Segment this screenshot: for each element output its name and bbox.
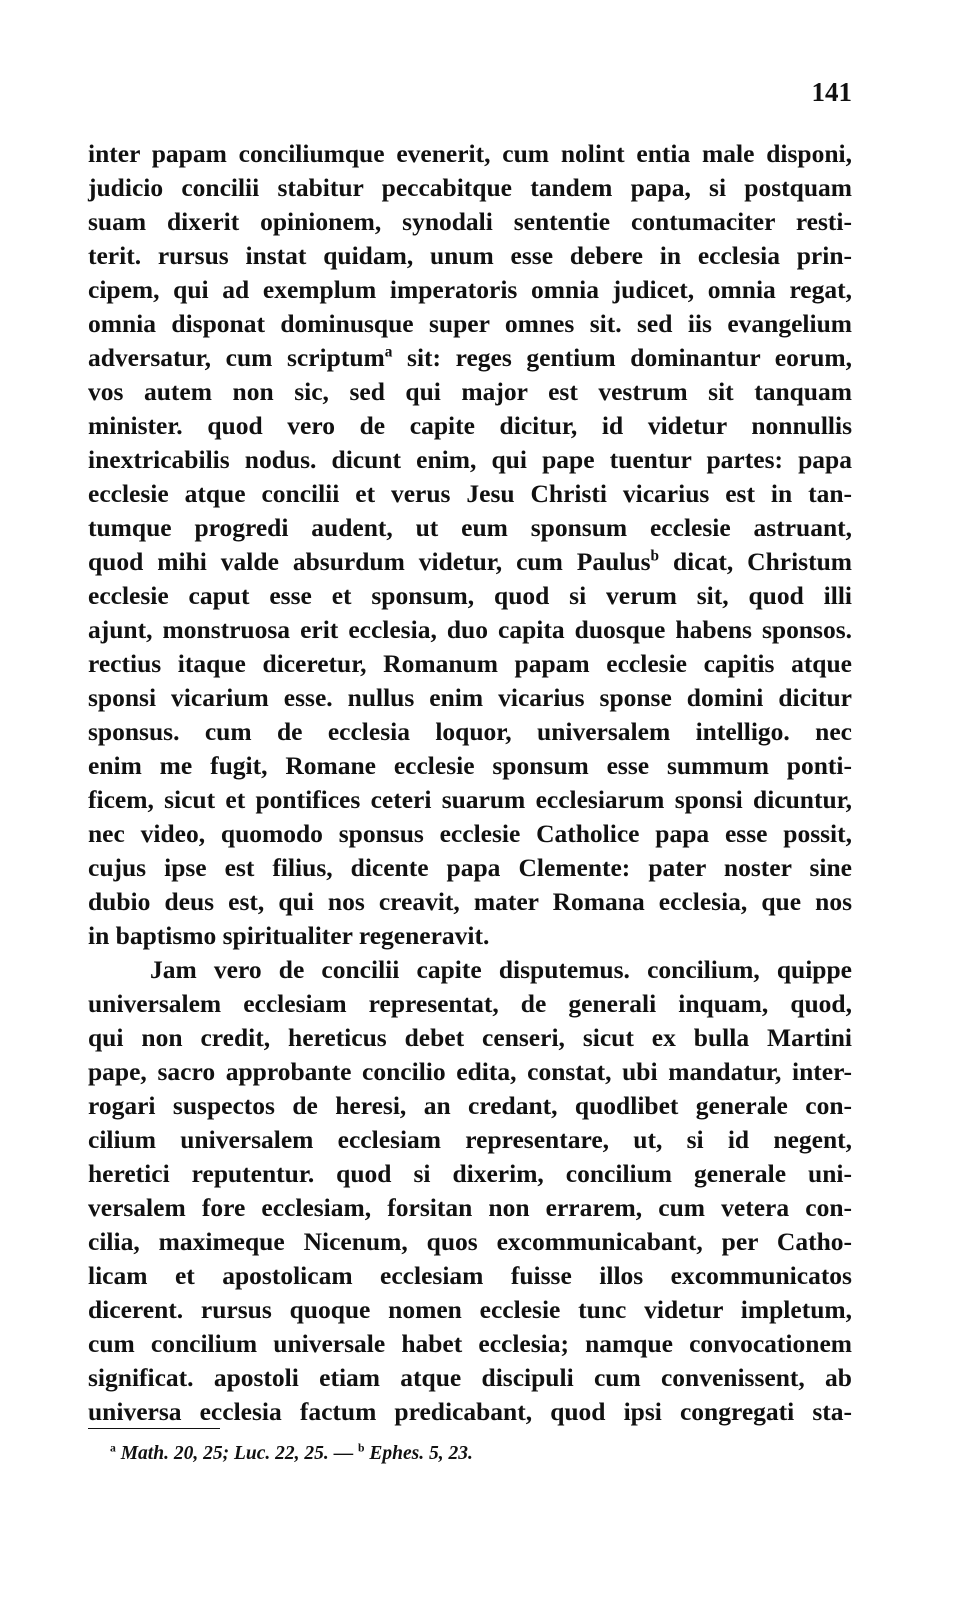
text-line: rogari suspectos de heresi, an credant, quodlibet generale con- — [88, 1091, 852, 1120]
text-line — [88, 341, 852, 375]
text-line: in baptismo spiritualiter regeneravit. — [88, 921, 490, 950]
text-line: sponsi vicarium esse. nullus enim vicarius sponse domini dicitur — [88, 683, 852, 712]
footnote-divider — [88, 1428, 220, 1429]
text-line: inextricabilis nodus. dicunt enim, qui pape tuentur partes: papa — [88, 445, 852, 474]
footnote-reference-a: Math. 20, 25; Luc. 22, 25. — [120, 1443, 329, 1464]
text-line: significat. apostoli etiam atque discipuli cum convenissent, ab — [88, 1363, 852, 1392]
text-line: judicio concilii stabitur peccabitque tandem papa, si postquam — [88, 173, 852, 202]
text-line: dicerent. rursus quoque nomen ecclesie tunc videtur impletum, — [88, 1295, 852, 1324]
text-line: vos autem non sic, sed qui major est vestrum sit tanquam — [88, 377, 852, 406]
text-line: qui non credit, hereticus debet censeri, sicut ex bulla Martini — [88, 1023, 852, 1052]
footnote-label-a: a — [110, 1441, 116, 1455]
text-line: minister. quod vero de capite dicitur, id videtur nonnullis — [88, 411, 852, 440]
footnote-marker-b: b — [650, 547, 660, 565]
text-line: suam dixerit opinionem, synodali sententie contumaciter resti- — [88, 207, 852, 236]
text-line: pape, sacro approbante concilio edita, constat, ubi mandatur, inter- — [88, 1057, 852, 1086]
text-line: ajunt, monstruosa erit ecclesia, duo capita duosque habens sponsos. — [88, 615, 852, 644]
page-number: 141 — [811, 77, 852, 107]
text-line: sponsus. cum de ecclesia loquor, universalem intelligo. nec — [88, 717, 852, 746]
footnotes — [110, 1439, 473, 1469]
text-line: licam et apostolicam ecclesiam fuisse illos excommunicatos — [88, 1261, 852, 1290]
text-line: ficem, sicut et pontifices ceteri suarum ecclesiarum sponsi dicuntur, — [88, 785, 852, 814]
text-line: enim me fugit, Romane ecclesie sponsum esse summum ponti- — [88, 751, 852, 780]
text-line: cipem, qui ad exemplum imperatoris omnia judicet, omnia regat, — [88, 275, 852, 304]
body-text — [88, 137, 852, 1429]
text-line: Jam vero de concilii capite disputemus. concilium, quippe — [150, 955, 852, 984]
text-line: versalem fore ecclesiam, forsitan non errarem, cum vetera con- — [88, 1193, 852, 1222]
text-segment: adversatur, cum scriptum — [88, 343, 385, 372]
text-line: terit. rursus instat quidam, unum esse debere in ecclesia prin- — [88, 241, 852, 270]
text-segment: dicat, Christum — [659, 547, 852, 576]
text-line: cum concilium universale habet ecclesia; namque convocationem — [88, 1329, 852, 1358]
footnote-separator: — — [328, 1443, 358, 1464]
text-line: cujus ipse est filius, dicente papa Clemente: pater noster sine — [88, 853, 852, 882]
text-line: ecclesie atque concilii et verus Jesu Christi vicarius est in tan- — [88, 479, 852, 508]
text-line: ecclesie caput esse et sponsum, quod si verum sit, quod illi — [88, 581, 852, 610]
footnote-label-b: b — [357, 1441, 365, 1455]
text-line: cilia, maximeque Nicenum, quos excommunicabant, per Catho- — [88, 1227, 852, 1256]
text-line: universalem ecclesiam representat, de generali inquam, quod, — [88, 989, 852, 1018]
text-segment: sit: reges gentium dominantur eorum, — [392, 343, 852, 372]
footnote-marker-a: a — [384, 343, 393, 361]
text-line: inter papam conciliumque evenerit, cum nolint entia male disponi, — [88, 139, 852, 168]
text-line: dubio deus est, qui nos creavit, mater Romana ecclesia, que nos — [88, 887, 852, 916]
text-line: omnia disponat dominusque super omnes sit. sed iis evangelium — [88, 309, 852, 338]
text-line: cilium universalem ecclesiam representare, ut, si id negent, — [88, 1125, 852, 1154]
text-line — [88, 545, 852, 579]
footnote-reference-b: Ephes. 5, 23. — [369, 1443, 473, 1464]
text-line: tumque progredi audent, ut eum sponsum ecclesie astruant, — [88, 513, 852, 542]
text-segment: quod mihi valde absurdum videtur, cum Paulus — [88, 547, 651, 576]
text-line: rectius itaque diceretur, Romanum papam ecclesie capitis atque — [88, 649, 852, 678]
text-line: universa ecclesia factum predicabant, quod ipsi congregati sta- — [88, 1397, 852, 1426]
text-line: nec video, quomodo sponsus ecclesie Catholice papa esse possit, — [88, 819, 852, 848]
text-line: heretici reputentur. quod si dixerim, concilium generale uni- — [88, 1159, 852, 1188]
